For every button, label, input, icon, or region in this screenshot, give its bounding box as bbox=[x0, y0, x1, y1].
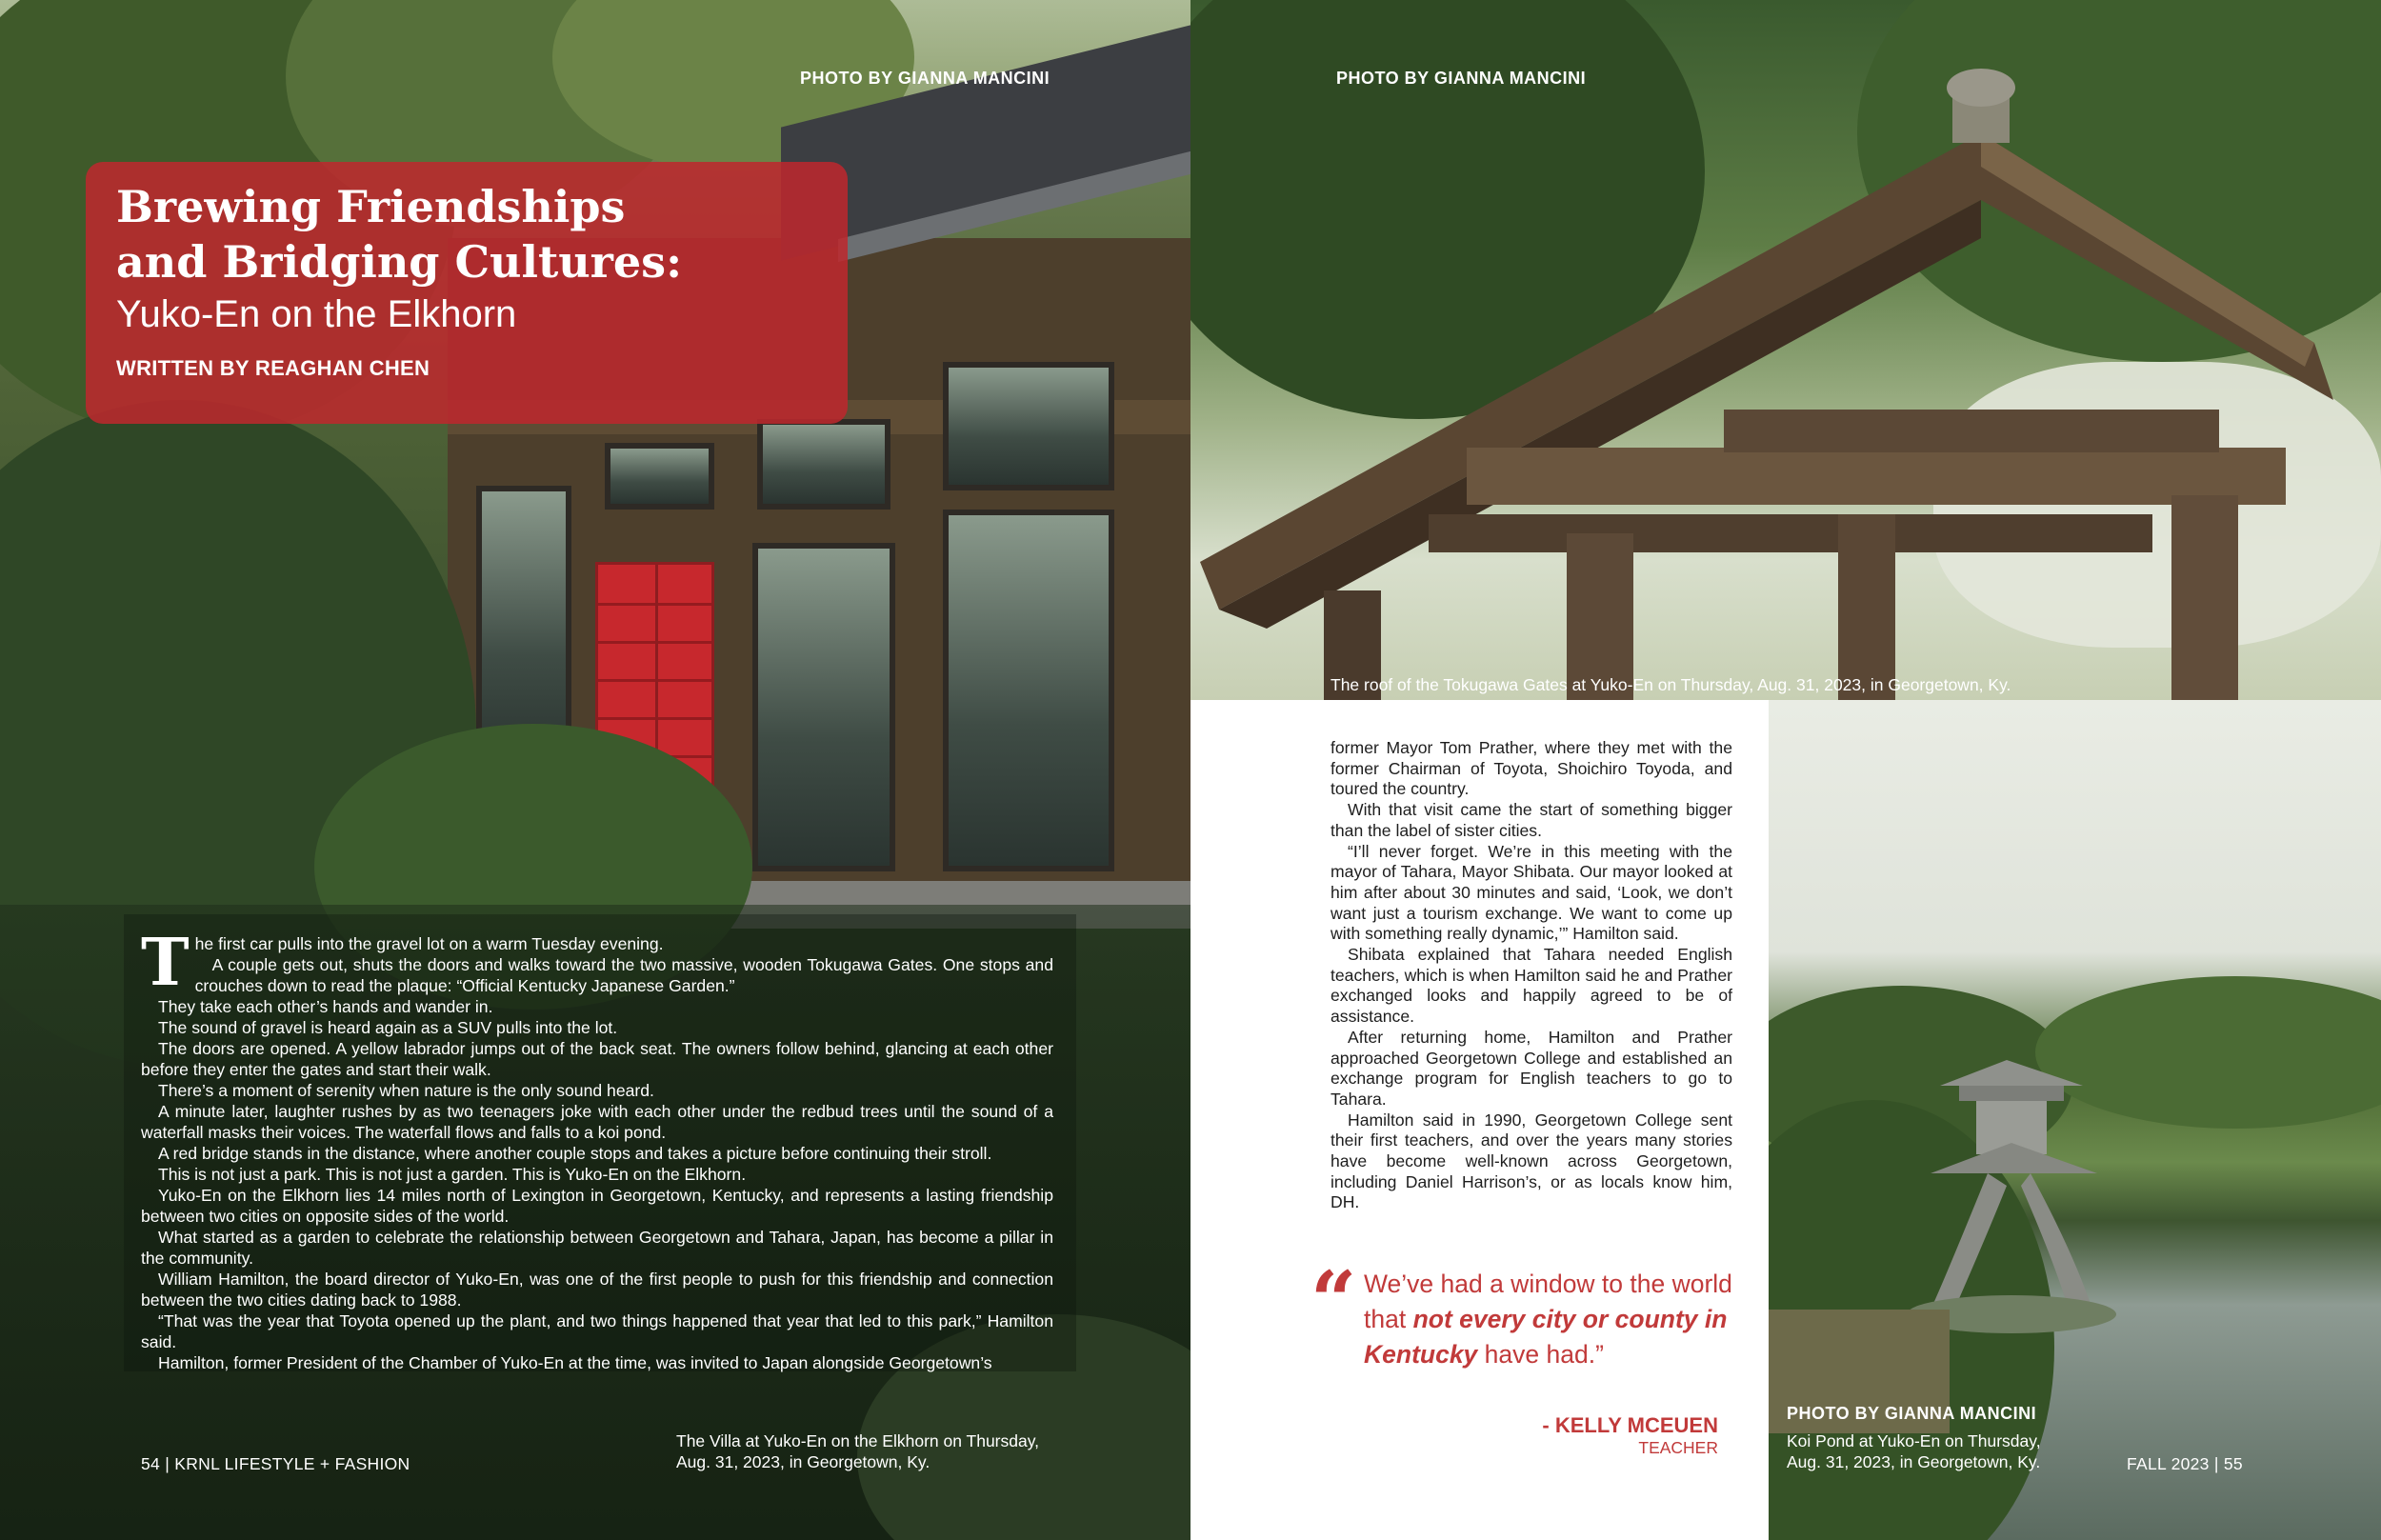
paragraph: Hamilton said in 1990, Georgetown College sent their first teachers, and over the years many stories have become well-known across Georgetown, including Daniel Harrison’s, or as locals know him, DH. bbox=[1331, 1110, 1732, 1212]
article-body-left bbox=[141, 925, 1053, 1373]
headline-line-1: Brewing Friendships bbox=[116, 181, 626, 232]
paragraph: The sound of gravel is heard again as a SUV pulls into the lot. bbox=[158, 1018, 618, 1037]
villa-window bbox=[605, 443, 714, 510]
pull-quote-text bbox=[1364, 1267, 1758, 1372]
paragraph: A red bridge stands in the distance, where another couple stops and takes a picture before continuing their stroll. bbox=[158, 1144, 992, 1163]
villa-window bbox=[943, 362, 1114, 490]
photo-credit: PHOTO BY GIANNA MANCINI bbox=[800, 69, 1050, 88]
villa-glass-door bbox=[752, 543, 895, 871]
drop-cap: T bbox=[141, 925, 190, 1001]
villa-glass-door bbox=[943, 510, 1114, 871]
paragraph: A minute later, laughter rushes by as two teenagers joke with each other under the redbud trees until the sound of a waterfall masks their voices. The waterfall flows and falls to a koi pond. bbox=[141, 1102, 1053, 1142]
page-folio: FALL 2023 | 55 bbox=[2127, 1454, 2243, 1473]
quote-attribution-name: - KELLY MCEUEN bbox=[1542, 1413, 1718, 1437]
title-box bbox=[86, 162, 848, 424]
paragraph: “I’ll never forget. We’re in this meeting with the mayor of Tahara, Mayor Shibata. Our mayor looked at him after about 30 minutes and said, ‘Look, we don’t want just a tourism exchange. We want to come up with something really dynamic,’” Hamilton said. bbox=[1331, 841, 1732, 944]
paragraph: With that visit came the start of something bigger than the label of sister cities. bbox=[1331, 800, 1732, 840]
gate-roof-illustration bbox=[1190, 0, 2381, 700]
subtitle: Yuko-En on the Elkhorn bbox=[116, 293, 517, 335]
paragraph: This is not just a park. This is not just a garden. This is Yuko-En on the Elkhorn. bbox=[158, 1165, 747, 1184]
paragraph: former Mayor Tom Prather, where they met with the former Chairman of Toyota, Shoichiro Toyoda, and toured the country. bbox=[1331, 738, 1732, 799]
paragraph: What started as a garden to celebrate the relationship between Georgetown and Tahara, Japan, has become a pillar in the community. bbox=[141, 1228, 1053, 1268]
quote-attribution-role: TEACHER bbox=[1638, 1438, 1718, 1457]
paragraph: They take each other’s hands and wander in. bbox=[158, 997, 493, 1016]
quote-mark-icon: “ bbox=[1311, 1253, 1357, 1348]
byline: WRITTEN BY REAGHAN CHEN bbox=[116, 356, 430, 380]
villa-window bbox=[757, 419, 890, 510]
paragraph: After returning home, Hamilton and Prather approached Georgetown College and established an exchange program for English teachers to go to Tahara. bbox=[1331, 1027, 1732, 1109]
paragraph-text: he first car pulls into the gravel lot on a warm Tuesday evening. bbox=[194, 934, 664, 953]
quote-part: We’ve had a window to the world that bbox=[1364, 1270, 1732, 1333]
paragraph: A couple gets out, shuts the doors and walks toward the two massive, wooden Tokugawa Gates. One stops and crouches down to read the plaque: “Official Kentucky Japanese Garden.” bbox=[194, 955, 1053, 995]
article-body-right bbox=[1331, 738, 1732, 1213]
gate-photo bbox=[1190, 0, 2381, 700]
paragraph: Hamilton, former President of the Chamber of Yuko-En at the time, was invited to Japan alongside Georgetown’s bbox=[158, 1353, 992, 1372]
paragraph: Yuko-En on the Elkhorn lies 14 miles north of Lexington in Georgetown, Kentucky, and represents a lasting friendship between two cities on opposite sides of the world. bbox=[141, 1186, 1053, 1226]
page-folio: 54 | KRNL LIFESTYLE + FASHION bbox=[141, 1454, 410, 1473]
photo-credit: PHOTO BY GIANNA MANCINI bbox=[1787, 1404, 2037, 1423]
paragraph: The doors are opened. A yellow labrador jumps out of the back seat. The owners follow behind, glancing at each other before they enter the gates and start their walk. bbox=[141, 1039, 1053, 1079]
photo-caption: The Villa at Yuko-En on the Elkhorn on Thursday, Aug. 31, 2023, in Georgetown, Ky. bbox=[676, 1431, 1040, 1471]
pull-quote bbox=[1311, 1253, 1758, 1372]
photo-caption: The roof of the Tokugawa Gates at Yuko-En on Thursday, Aug. 31, 2023, in Georgetown, Ky. bbox=[1331, 675, 2011, 694]
paragraph: William Hamilton, the board director of Yuko-En, was one of the first people to push for this friendship and connection between the two cities dating back to 1988. bbox=[141, 1270, 1053, 1310]
photo-credit: PHOTO BY GIANNA MANCINI bbox=[1336, 69, 1587, 88]
quote-part: have had.” bbox=[1477, 1340, 1604, 1369]
paragraph: “That was the year that Toyota opened up the plant, and two things happened that year that led to this park,” Hamilton said. bbox=[141, 1311, 1053, 1351]
paragraph: There’s a moment of serenity when nature is the only sound heard. bbox=[158, 1081, 654, 1100]
quote-emphasis: not every city or county in Kentucky bbox=[1364, 1305, 1728, 1369]
photo-caption: Koi Pond at Yuko-En on Thursday, Aug. 31, 2023, in Georgetown, Ky. bbox=[1787, 1431, 2041, 1471]
paragraph: Shibata explained that Tahara needed English teachers, which is when Hamilton said he and Prather exchanged looks and happily agreed to be of assistance. bbox=[1331, 945, 1732, 1027]
headline-line-2: and Bridging Cultures: bbox=[116, 236, 683, 288]
